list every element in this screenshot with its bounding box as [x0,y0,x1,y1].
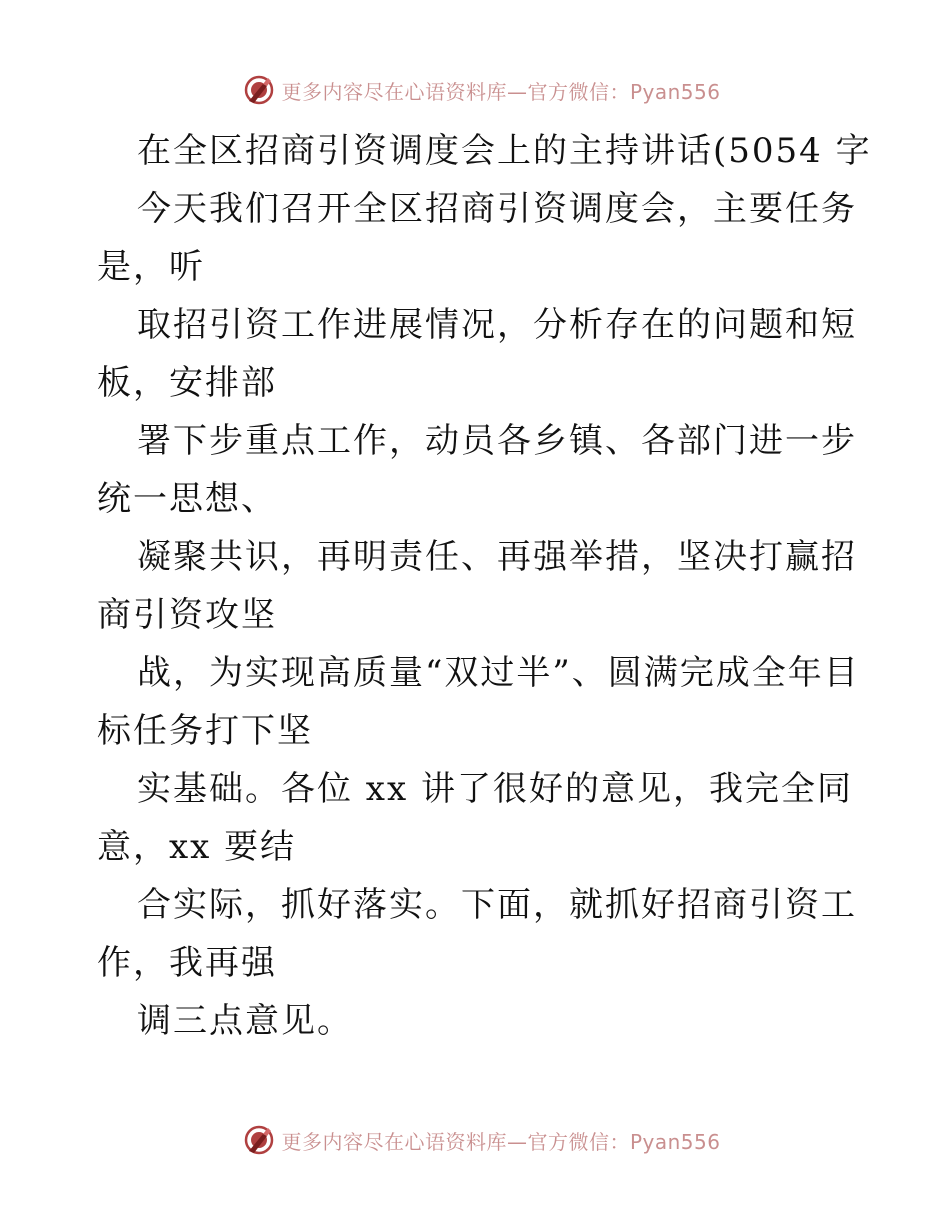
footer-banner-content [243,1124,720,1156]
header-banner [0,70,950,110]
pen-logo-icon [243,74,275,106]
document-title: 在全区招商引资调度会上的主持讲话(5054 字 [137,131,872,171]
paragraph-line: 署下步重点工作，动员各乡镇、各部门进一步统一思想、 [97,421,857,519]
pen-logo-icon [243,1124,275,1156]
paragraph-line: 战，为实现高质量“双过半”、圆满完成全年目标任务打下坚 [97,653,860,751]
paragraph-line: 实基础。各位 xx 讲了很好的意见，我完全同意，xx 要结 [97,769,853,867]
header-banner-content [243,74,720,106]
paragraph-line: 取招引资工作进展情况，分析存在的问题和短板，安排部 [97,305,857,403]
document-body [97,122,887,1050]
paragraph-line: 今天我们召开全区招商引资调度会，主要任务是，听 [97,189,857,287]
paragraph-line: 调三点意见。 [137,1001,353,1041]
header-banner-text: 更多内容尽在心语资料库—官方微信：Pyan556 [281,79,721,104]
paragraph-line: 合实际，抓好落实。下面，就抓好招商引资工作，我再强 [97,885,857,983]
paragraph-line: 凝聚共识，再明责任、再强举措，坚决打赢招商引资攻坚 [97,537,857,635]
footer-banner [0,1120,950,1160]
footer-banner-text: 更多内容尽在心语资料库—官方微信：Pyan556 [281,1129,721,1154]
